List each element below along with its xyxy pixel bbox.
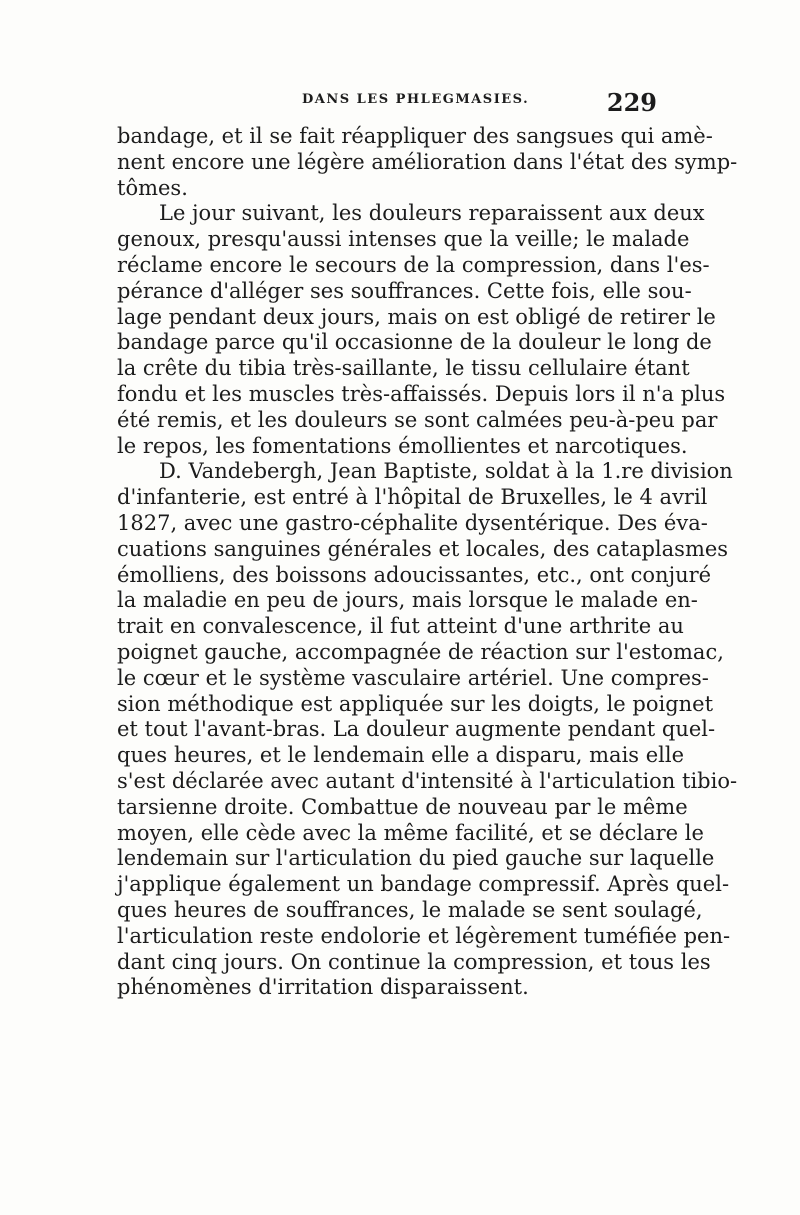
text-line: fondu et les muscles très-affaissés. Depuis lors il n'a plus [117, 381, 726, 406]
text-line: poignet gauche, accompagnée de réaction sur l'estomac, [117, 639, 724, 664]
text-line: lendemain sur l'articulation du pied gauche sur laquelle [117, 846, 715, 871]
text-line: s'est déclarée avec autant d'intensité à l'articulation tibio- [117, 768, 738, 793]
text-line: Le jour suivant, les douleurs reparaissent aux deux [159, 201, 705, 226]
text-line: lage pendant deux jours, mais on est obligé de retirer le [117, 304, 716, 329]
text-line: 1827, avec une gastro-céphalite dysentérique. Des éva- [117, 510, 708, 535]
text-line: émolliens, des boissons adoucissantes, etc., ont conjuré [117, 562, 712, 587]
text-line: phénomènes d'irritation disparaissent. [117, 975, 529, 1000]
text-line: le cœur et le système vasculaire artériel. Une compres- [117, 665, 709, 690]
text-line: genoux, presqu'aussi intenses que la veille; le malade [117, 227, 690, 252]
page-number: 229 [606, 88, 657, 117]
text-line: la crête du tibia très-saillante, le tissu cellulaire étant [117, 356, 690, 381]
running-title: DANS LES PHLEGMASIES. [302, 92, 530, 107]
text-line: la maladie en peu de jours, mais lorsque le malade en- [117, 588, 698, 613]
text-line: réclame encore le secours de la compression, dans l'es- [117, 252, 710, 277]
text-line: cuations sanguines générales et locales, des cataplasmes [117, 536, 729, 561]
body-text [117, 124, 738, 1001]
paragraph-continuation [117, 124, 738, 201]
text-line: tarsienne droite. Combattue de nouveau par le même [117, 794, 688, 819]
paragraph-case-vandebergh [117, 459, 738, 1001]
text-line: ques heures de souffrances, le malade se sent soulagé, [117, 897, 703, 922]
text-line: j'applique également un bandage compressif. Après quel- [117, 872, 730, 897]
text-line: nent encore une légère amélioration dans l'état des symp- [117, 149, 738, 174]
text-line: le repos, les fomentations émollientes et narcotiques. [117, 433, 688, 458]
text-line: pérance d'alléger ses souffrances. Cette fois, elle sou- [117, 278, 692, 303]
text-line: été remis, et les douleurs se sont calmées peu-à-peu par [117, 407, 718, 432]
text-line: trait en convalescence, il fut atteint d'une arthrite au [117, 614, 684, 639]
text-line: tômes. [117, 175, 188, 200]
text-line: l'articulation reste endolorie et légèrement tuméfiée pen- [117, 923, 731, 948]
text-line: dant cinq jours. On continue la compression, et tous les [117, 949, 711, 974]
text-line: d'infanterie, est entré à l'hôpital de Bruxelles, le 4 avril [117, 485, 708, 510]
text-line: sion méthodique est appliquée sur les doigts, le poignet [117, 691, 714, 716]
text-line: ques heures, et le lendemain elle a disparu, mais elle [117, 743, 685, 768]
text-line: bandage parce qu'il occasionne de la douleur le long de [117, 330, 712, 355]
paragraph-following-day [117, 201, 726, 459]
text-line: moyen, elle cède avec la même facilité, et se déclare le [117, 820, 704, 845]
page-header [117, 88, 657, 118]
text-line: et tout l'avant-bras. La douleur augmente pendant quel- [117, 717, 716, 742]
text-line: bandage, et il se fait réappliquer des sangsues qui amè- [117, 124, 713, 148]
text-line: D. Vandebergh, Jean Baptiste, soldat à la 1.re division [159, 459, 733, 484]
